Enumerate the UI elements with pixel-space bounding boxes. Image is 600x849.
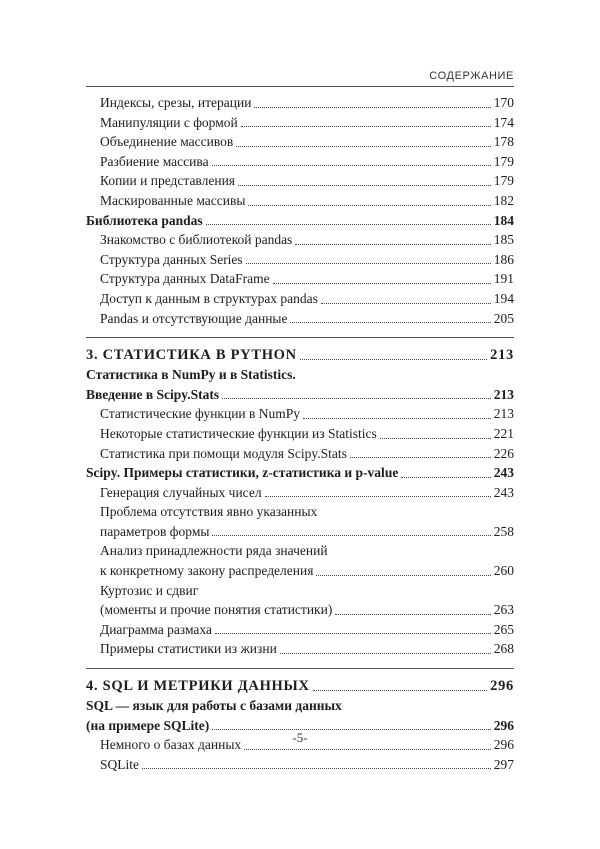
toc-item[interactable] — [86, 152, 514, 172]
toc-page: 182 — [493, 192, 514, 208]
toc-page: 191 — [493, 271, 514, 287]
leader-dots — [313, 690, 488, 691]
toc-title-line1: Анализ принадлежности ряда значений — [100, 543, 328, 559]
toc-page: 179 — [493, 153, 514, 169]
toc-title: Структура данных DataFrame — [100, 271, 270, 287]
toc-page: 296 — [493, 717, 514, 733]
toc-title-line2: Введение в Scipy.Stats — [86, 386, 220, 402]
leader-dots — [254, 107, 490, 108]
toc-page: 258 — [493, 523, 514, 539]
toc-item[interactable] — [86, 171, 514, 191]
toc-title: SQLite — [100, 756, 139, 772]
toc-page: 213 — [493, 386, 514, 402]
leader-dots — [316, 575, 490, 576]
leader-dots — [401, 477, 490, 478]
toc-page: 296 — [493, 737, 514, 753]
toc-page: 174 — [493, 114, 514, 130]
toc-item[interactable] — [86, 289, 514, 309]
toc-page: 205 — [493, 310, 514, 326]
toc-title: Статистика при помощи модуля Scipy.Stats — [100, 445, 347, 461]
leader-dots — [321, 303, 491, 304]
leader-dots — [142, 768, 491, 769]
toc-page: 184 — [493, 212, 514, 228]
leader-dots — [290, 322, 490, 323]
chapter-divider — [86, 337, 514, 338]
toc-page: 268 — [493, 641, 514, 657]
toc-item[interactable] — [86, 93, 514, 113]
toc-title: 3. СТАТИСТИКА В PYTHON — [86, 347, 297, 364]
toc-title: Примеры статистики из жизни — [100, 641, 277, 657]
toc-chapter-4[interactable] — [86, 676, 514, 696]
toc-items-numpy — [86, 404, 514, 463]
toc-title: Статистические функции в NumPy — [100, 406, 301, 422]
leader-dots — [295, 244, 490, 245]
toc-title-line1: Проблема отсутствия явно указанных — [100, 504, 318, 520]
toc-section-numpy-statistics[interactable] — [86, 365, 514, 404]
toc-page: 179 — [493, 173, 514, 189]
table-of-contents — [86, 93, 514, 774]
toc-page: 260 — [493, 563, 514, 579]
toc-item[interactable] — [86, 230, 514, 250]
toc-page: 186 — [493, 251, 514, 267]
header-divider — [86, 86, 514, 87]
leader-dots — [300, 359, 487, 360]
toc-title: Знакомство с библиотекой pandas — [100, 232, 293, 248]
toc-title-line2: к конкретному закону распределения — [100, 563, 314, 579]
leader-dots — [222, 398, 491, 399]
toc-item-boxplot[interactable] — [86, 620, 514, 640]
toc-pre-list — [86, 93, 514, 328]
toc-item-distribution-analysis[interactable] — [86, 541, 514, 580]
toc-title: Некоторые статистические функции из Statistics — [100, 425, 377, 441]
toc-title: Копии и представления — [100, 173, 236, 189]
leader-dots — [248, 205, 490, 206]
toc-page: 263 — [493, 602, 514, 618]
toc-title-line2: (на примере SQLite) — [86, 717, 210, 733]
toc-item[interactable] — [86, 113, 514, 133]
toc-title: 4. SQL И МЕТРИКИ ДАННЫХ — [86, 678, 310, 695]
toc-title: Индексы, срезы, итерации — [100, 95, 252, 110]
leader-dots — [244, 749, 491, 750]
toc-page: 296 — [490, 678, 514, 695]
toc-page: 170 — [493, 95, 514, 110]
leader-dots — [212, 165, 491, 166]
toc-title: Структура данных Series — [100, 251, 243, 267]
toc-page: 185 — [493, 232, 514, 248]
toc-item-life-examples[interactable] — [86, 639, 514, 659]
chapter-divider — [86, 668, 514, 669]
toc-title: Объединение массивов — [100, 134, 234, 150]
toc-section-scipy[interactable] — [86, 463, 514, 483]
toc-item-random-generation[interactable] — [86, 483, 514, 503]
toc-item[interactable] — [86, 269, 514, 289]
toc-page: 213 — [490, 347, 514, 364]
toc-item-shape-params[interactable] — [86, 502, 514, 541]
toc-page: 194 — [493, 290, 514, 306]
toc-page: 226 — [493, 445, 514, 461]
toc-page: 178 — [493, 134, 514, 150]
toc-item-sqlite[interactable] — [86, 755, 514, 775]
toc-title-line2: (моменты и прочие понятия статистики) — [100, 602, 333, 618]
toc-title: Генерация случайных чисел — [100, 484, 262, 500]
leader-dots — [303, 418, 491, 419]
leader-dots — [280, 653, 491, 654]
running-header: СОДЕРЖАНИЕ — [429, 70, 514, 82]
toc-page: 243 — [493, 484, 514, 500]
leader-dots — [206, 224, 491, 225]
toc-item[interactable] — [86, 404, 514, 424]
toc-title: Диаграмма размаха — [100, 621, 212, 637]
leader-dots — [350, 457, 491, 458]
toc-page: 221 — [493, 425, 514, 441]
toc-chapter-3[interactable] — [86, 345, 514, 365]
toc-title: Pandas и отсутствующие данные — [100, 310, 288, 326]
leader-dots — [236, 146, 490, 147]
toc-item[interactable] — [86, 132, 514, 152]
leader-dots — [265, 496, 491, 497]
toc-page: 213 — [493, 406, 514, 422]
leader-dots — [238, 185, 491, 186]
toc-page: 297 — [493, 756, 514, 772]
leader-dots — [273, 283, 491, 284]
leader-dots — [241, 126, 491, 127]
toc-title: Немного о базах данных — [100, 737, 242, 753]
toc-title-line1: SQL — язык для работы с базами данных — [86, 698, 342, 714]
toc-title: Манипуляции с формой — [100, 114, 238, 130]
toc-title-line2: параметров формы — [100, 523, 210, 539]
toc-item[interactable] — [86, 424, 514, 444]
toc-title: Scipy. Примеры статистики, z-статистика и p-value — [86, 465, 399, 481]
leader-dots — [380, 438, 491, 439]
toc-title: Доступ к данным в структурах pandas — [100, 290, 318, 306]
toc-item[interactable] — [86, 250, 514, 270]
toc-item[interactable] — [86, 309, 514, 329]
leader-dots — [215, 633, 491, 634]
toc-page: 265 — [493, 621, 514, 637]
toc-item[interactable] — [86, 191, 514, 211]
page-number: -5- — [292, 730, 308, 745]
toc-item[interactable] — [86, 444, 514, 464]
leader-dots — [335, 614, 490, 615]
toc-page: 243 — [493, 465, 514, 481]
leader-dots — [212, 535, 490, 536]
toc-title: Разбиение массива — [100, 153, 209, 169]
toc-title-line1: Куртозис и сдвиг — [100, 582, 199, 598]
toc-item-kurtosis[interactable] — [86, 581, 514, 620]
toc-title-line1: Статистика в NumPy и в Statistics. — [86, 367, 296, 383]
toc-title: Библиотека pandas — [86, 212, 203, 228]
toc-title: Маскированные массивы — [100, 192, 246, 208]
toc-section[interactable] — [86, 211, 514, 231]
leader-dots — [246, 263, 491, 264]
